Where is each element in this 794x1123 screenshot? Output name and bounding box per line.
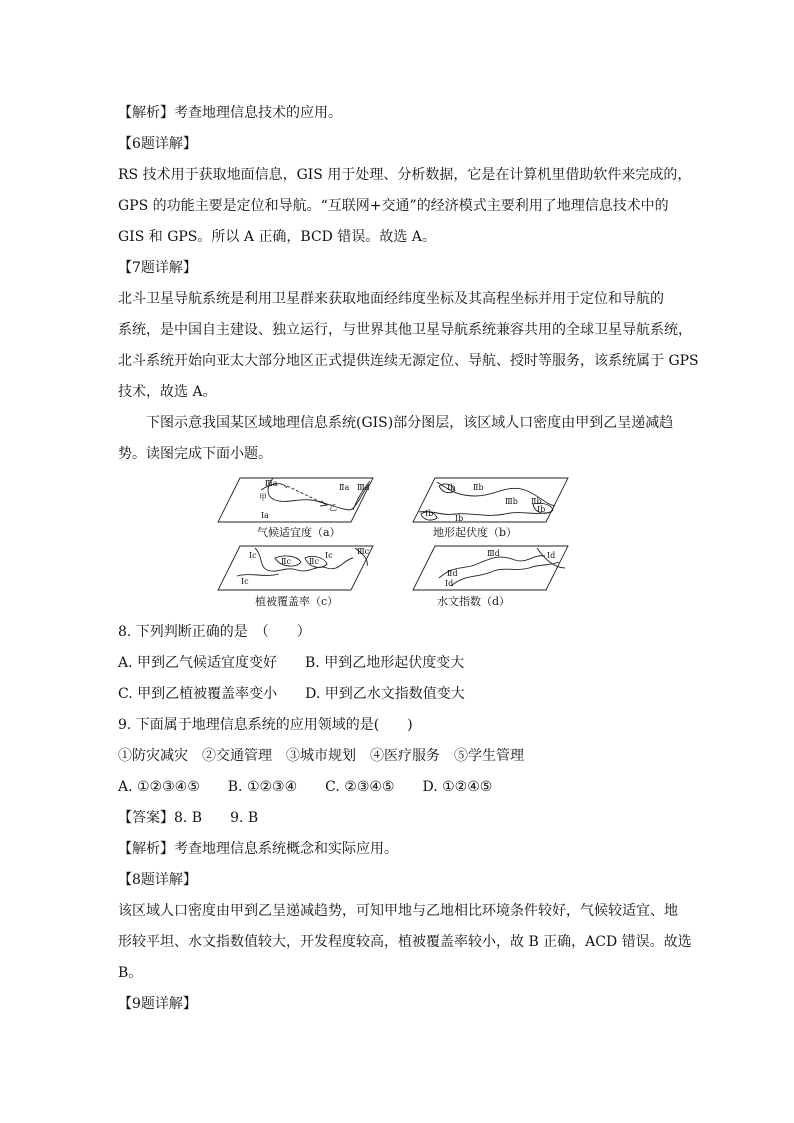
panel-d-label-2: Ⅱd xyxy=(447,569,458,578)
analysis-heading-6: 【解析】考查地理信息技术的应用。 xyxy=(118,105,342,121)
panel-b-label-2: Ⅱb xyxy=(473,483,484,492)
panel-c-label-1: Ⅰc xyxy=(249,551,257,560)
question-8-options-cd: C. 甲到乙植被覆盖率变小 D. 甲到乙水文指数值变大 xyxy=(118,686,465,702)
panel-a-label-jia: 甲 xyxy=(259,493,267,502)
answer-line: 【答案】8. B 9. B xyxy=(118,810,259,826)
q6-text-line-3: GIS 和 GPS。所以 A 正确，BCD 错误。故选 A。 xyxy=(118,229,436,245)
q7-text-line-3: 北斗系统开始向亚太大部分地区正式提供连续无源定位、导航、授时等服务，该系统属于 GPS xyxy=(118,353,699,369)
q7-detail-heading: 【7题详解】 xyxy=(118,260,197,276)
question-9-items: ①防灾减灾 ②交通管理 ③城市规划 ④医疗服务 ⑤学生管理 xyxy=(118,748,524,764)
panel-b-label-6: Ⅱb xyxy=(531,497,542,506)
panel-c-label-5: Ⅰc xyxy=(241,577,249,586)
panel-a-caption: 气候适宜度（a） xyxy=(257,526,341,539)
panel-d-label-1: Ⅲd xyxy=(487,549,500,558)
q6-detail-heading: 【6题详解】 xyxy=(118,136,197,152)
panel-b-terrain-map xyxy=(413,478,568,522)
q7-text-line-2: 系统，是中国自主建设、独立运行，与世界其他卫星导航系统兼容共用的全球卫星导航系统， xyxy=(118,322,692,338)
panel-a-label-1: Ⅲa xyxy=(265,479,278,488)
q9-detail-heading: 【9题详解】 xyxy=(118,996,197,1012)
panel-b-label-1: Ⅰb xyxy=(447,483,456,492)
gis-layers-figure xyxy=(215,474,575,614)
q8-text-line-3: B。 xyxy=(118,965,143,981)
q7-text-line-1: 北斗卫星导航系统是利用卫星群来获取地面经纬度坐标及其高程坐标并用于定位和导航的 xyxy=(118,291,664,307)
panel-d-label-4: Ⅰd xyxy=(547,551,556,560)
panel-d-caption: 水文指数（d） xyxy=(437,595,511,608)
panel-c-label-4: Ⅲc xyxy=(357,547,370,556)
question-8: 8. 下列判断正确的是 （ ） xyxy=(118,624,311,640)
question-9: 9. 下面属于地理信息系统的应用领域的是( ) xyxy=(118,717,413,733)
panel-a-label-yi: 乙 xyxy=(329,503,337,512)
panel-b-label-3: Ⅲb xyxy=(505,497,518,506)
panel-b-label-5: Ⅰb xyxy=(455,514,464,523)
panel-c-label-2: Ⅱc xyxy=(281,557,291,566)
panel-b-caption: 地形起伏度（b） xyxy=(433,526,518,539)
question-9-options: A. ①②③④⑤ B. ①②③④ C. ②③④⑤ D. ①②④⑤ xyxy=(118,779,493,795)
figure-intro-line-1: 下图示意我国某区域地理信息系统(GIS)部分图层，该区域人口密度由甲到乙呈递减趋 xyxy=(146,415,674,431)
panel-b-label-4: Ⅰb xyxy=(425,509,434,518)
q6-text-line-1: RS 技术用于获取地面信息，GIS 用于处理、分析数据，它是在计算机里借助软件来完成的， xyxy=(118,167,692,183)
panel-b-label-7: Ⅰb xyxy=(537,505,546,514)
q7-text-line-4: 技术，故选 A。 xyxy=(118,384,217,400)
analysis-heading-8-9: 【解析】考查地理信息系统概念和实际应用。 xyxy=(118,841,398,857)
q8-text-line-2: 形较平坦、水文指数值较大，开发程度较高，植被覆盖率较小，故 B 正确，ACD 错误。故选 xyxy=(118,934,692,950)
panel-a-label-3: Ⅲa xyxy=(357,483,370,492)
q8-text-line-1: 该区域人口密度由甲到乙呈递减趋势，可知甲地与乙地相比环境条件较好，气候较适宜、地 xyxy=(118,903,678,919)
panel-a-label-6: Ⅰa xyxy=(261,511,269,520)
question-8-options-ab: A. 甲到乙气候适宜度变好 B. 甲到乙地形起伏度变大 xyxy=(118,655,465,671)
q8-detail-heading: 【8题详解】 xyxy=(118,872,197,888)
panel-c-label-6: Ⅰc xyxy=(325,551,333,560)
q6-text-line-2: GPS 的功能主要是定位和导航。“互联网+交通”的经济模式主要利用了地理信息技术中的 xyxy=(118,198,669,214)
panel-a-label-2: Ⅱa xyxy=(339,483,350,492)
panel-d-label-3: Ⅰd xyxy=(445,579,454,588)
figure-intro-line-2: 势。读图完成下面小题。 xyxy=(118,446,272,462)
panel-c-caption: 植被覆盖率（c） xyxy=(255,595,339,608)
panel-c-label-3: Ⅱc xyxy=(309,557,319,566)
panel-a-climate-map xyxy=(218,478,373,522)
